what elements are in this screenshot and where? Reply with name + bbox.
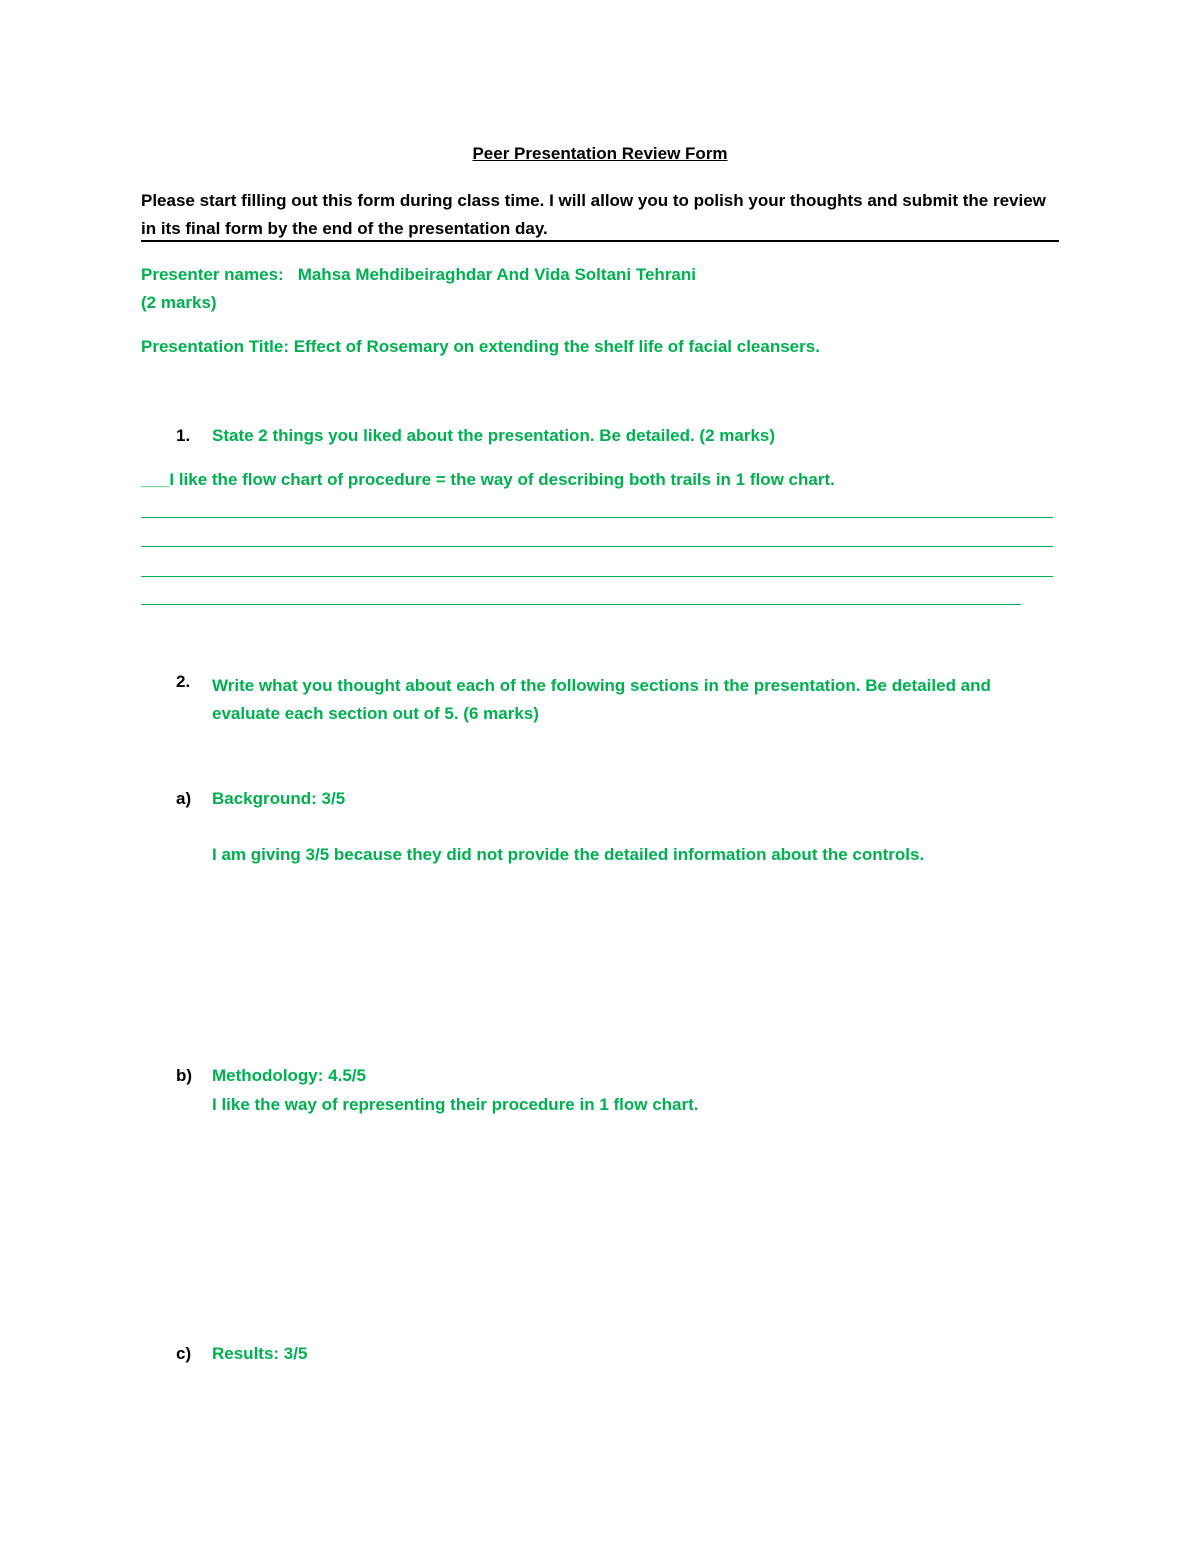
question-1-prompt: State 2 things you liked about the presentation. Be detailed. (2 marks)	[212, 426, 776, 445]
page-title: Peer Presentation Review Form	[472, 144, 728, 163]
presenter-names-label: Presenter names:	[141, 265, 284, 284]
section-a-comment: I am giving 3/5 because they did not provide the detailed information about the controls.	[212, 845, 925, 864]
answer-blank: ___	[141, 470, 170, 489]
answer-line	[141, 517, 1053, 518]
section-c-heading: Results: 3/5	[212, 1344, 308, 1363]
question-1-answer	[141, 470, 835, 490]
section-a-letter: a)	[176, 789, 192, 808]
intro-instructions: Please start filling out this form during class time. I will allow you to polish your thoughts and submit the review in its final form by the end of the presentation day.	[141, 191, 1046, 238]
section-b-comment: I like the way of representing their procedure in 1 flow chart.	[212, 1095, 699, 1114]
presentation-title: Presentation Title: Effect of Rosemary on extending the shelf life of facial cleansers.	[141, 337, 820, 356]
section-b-letter: b)	[176, 1066, 193, 1085]
answer-text: I like the flow chart of procedure = the way of describing both trails in 1 flow chart.	[169, 470, 835, 489]
answer-line	[141, 576, 1053, 577]
section-a-heading: Background: 3/5	[212, 789, 346, 808]
answer-line	[141, 604, 1021, 605]
answer-line	[141, 546, 1053, 547]
question-1-number: 1.	[176, 426, 191, 445]
header-divider	[141, 240, 1059, 242]
presenter-marks: (2 marks)	[141, 293, 217, 312]
question-2-prompt: Write what you thought about each of the following sections in the presentation. Be detailed and evaluate each section out of 5. (6 marks)	[212, 676, 991, 723]
question-2-number: 2.	[176, 672, 191, 691]
section-b-heading: Methodology: 4.5/5	[212, 1066, 366, 1085]
presenter-names-row	[141, 265, 696, 285]
section-c-letter: c)	[176, 1344, 192, 1363]
presenter-names-value: Mahsa Mehdibeiraghdar And Vida Soltani Tehrani	[297, 265, 696, 284]
